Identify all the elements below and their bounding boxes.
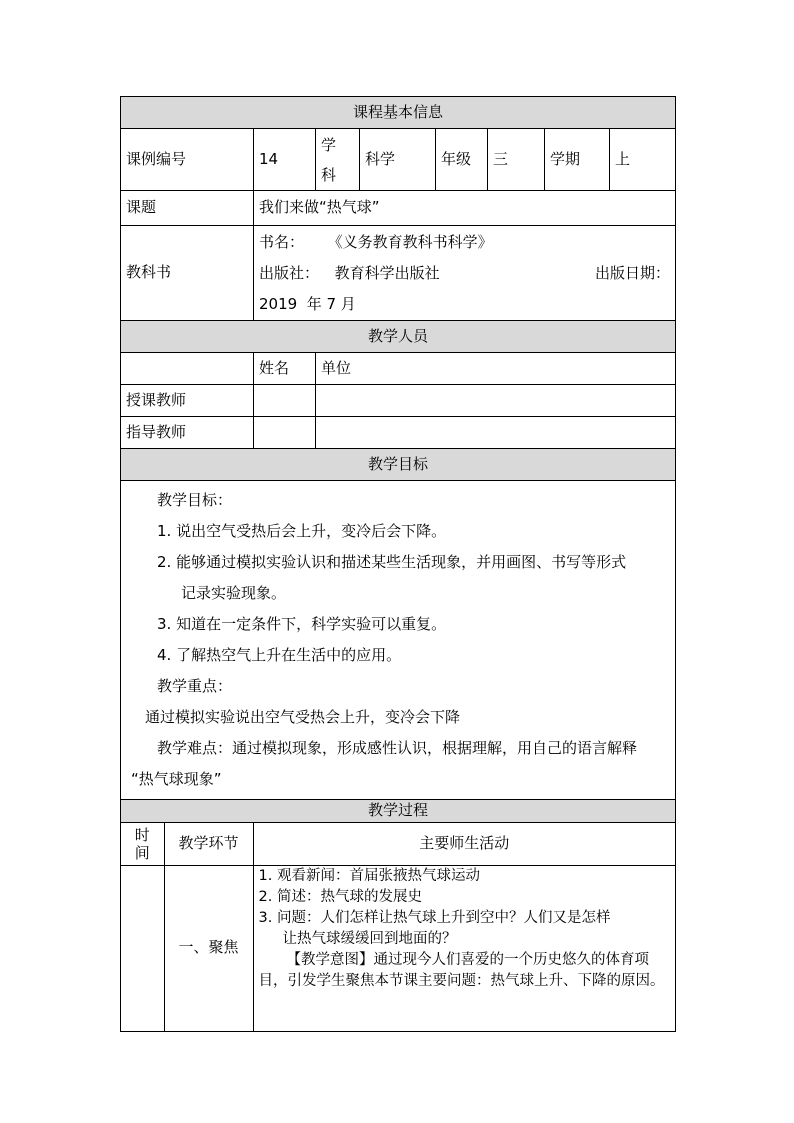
case-no-label: 课例编号 bbox=[121, 129, 254, 191]
activity-col-header: 主要师生活动 bbox=[419, 833, 510, 852]
process-row-table bbox=[121, 866, 675, 1031]
goal-item-2-cont bbox=[157, 578, 667, 609]
goals-content bbox=[121, 481, 676, 800]
lesson-plan-table bbox=[120, 96, 676, 1032]
key-label: 教学重点： bbox=[157, 677, 233, 695]
activity-num-1: 1. bbox=[258, 867, 273, 884]
goal-text-1: 说出空气受热后会上升，变冷后会下降。 bbox=[176, 522, 447, 540]
mentor-label: 指导教师 bbox=[121, 417, 254, 449]
grade-label: 年级 bbox=[436, 129, 488, 191]
activity-item-2 bbox=[259, 887, 671, 908]
staff-unit-col: 单位 bbox=[316, 353, 676, 385]
teacher-unit bbox=[316, 385, 676, 417]
pub-date-value: 2019 年 7 月 bbox=[259, 294, 356, 313]
staff-blank-cell bbox=[121, 353, 254, 385]
stage-col-header: 教学环节 bbox=[164, 823, 253, 865]
case-no-value: 14 bbox=[254, 129, 316, 191]
goal-item-2 bbox=[157, 547, 667, 578]
process-activity-cell bbox=[253, 866, 675, 1031]
goal-item-4 bbox=[157, 640, 667, 671]
activity-text-3-cont: 让热气球缓缓回到地面的？ bbox=[282, 930, 457, 947]
time-col-header bbox=[121, 823, 164, 865]
subject-label-line1: 学 bbox=[321, 135, 337, 154]
goal-num-3: 3. bbox=[157, 615, 172, 633]
process-stage-cell: 一、聚焦 bbox=[164, 866, 253, 1031]
goal-text-3: 知道在一定条件下，科学实验可以重复。 bbox=[176, 615, 447, 633]
process-row-1 bbox=[121, 865, 676, 1031]
goal-text-2: 能够通过模拟实验认识和描述某些生活现象，并用画图、书写等形式 bbox=[176, 553, 627, 571]
process-header-table bbox=[121, 823, 675, 865]
goal-num-4: 4. bbox=[157, 646, 172, 664]
goals-header: 教学目标 bbox=[121, 449, 676, 481]
activity-text-1: 观看新闻：首届张掖热气球运动 bbox=[276, 867, 480, 884]
activity-num-2: 2. bbox=[258, 888, 273, 905]
textbook-label: 教科书 bbox=[121, 226, 254, 321]
goal-num-1: 1. bbox=[157, 522, 172, 540]
key-text: 通过模拟实验说出空气受热会上升，变冷会下降 bbox=[145, 708, 461, 726]
subject-label-line2: 科 bbox=[321, 165, 337, 184]
teacher-label: 授课教师 bbox=[121, 385, 254, 417]
activity-text-3: 问题：人们怎样让热气球上升到空中？人们又是怎样 bbox=[276, 909, 611, 926]
goal-item-1 bbox=[157, 516, 667, 547]
activity-item-3-cont bbox=[259, 929, 671, 950]
book-name-label: 书名： bbox=[259, 232, 305, 251]
activity-text-2: 简述：热气球的发展史 bbox=[276, 888, 422, 905]
goal-item-3 bbox=[157, 609, 667, 640]
book-name-line bbox=[259, 227, 670, 258]
activity-item-3 bbox=[259, 908, 671, 929]
book-name-value: 《义务教育教科书科学》 bbox=[327, 232, 493, 251]
topic-value: 我们来做“热气球” bbox=[254, 191, 676, 226]
goals-block bbox=[121, 481, 675, 799]
publisher-line bbox=[259, 258, 670, 289]
difficulty-text: 教学难点：通过模拟现象，形成感性认识，根据理解，用自己的语言解释 bbox=[157, 739, 638, 757]
difficulty-text-cont: “热气球现象” bbox=[131, 770, 222, 788]
goals-label: 教学目标： bbox=[157, 491, 233, 509]
activity-num-3: 3. bbox=[258, 909, 273, 926]
process-col-headers bbox=[121, 822, 676, 865]
teaching-intent: 【教学意图】通过现今人们喜爱的一个历史悠久的体育项目，引发学生聚焦本节课主要问题：热气球上升、下降的原因。 bbox=[258, 951, 665, 989]
goal-num-2: 2. bbox=[157, 553, 172, 571]
mentor-name bbox=[254, 417, 316, 449]
basic-info-header: 课程基本信息 bbox=[121, 97, 676, 129]
goal-text-4: 了解热空气上升在生活中的应用。 bbox=[176, 646, 402, 664]
term-label: 学期 bbox=[545, 129, 610, 191]
teacher-name bbox=[254, 385, 316, 417]
textbook-details bbox=[254, 226, 676, 321]
goal-text-2-cont: 记录实验现象。 bbox=[181, 584, 287, 602]
process-time-cell bbox=[121, 866, 164, 1031]
publisher-value: 教育科学出版社 bbox=[334, 263, 440, 282]
subject-label bbox=[316, 129, 360, 191]
subject-value: 科学 bbox=[360, 129, 436, 191]
time-col-header-1: 时 bbox=[134, 825, 150, 844]
process-header: 教学过程 bbox=[121, 800, 676, 823]
term-value: 上 bbox=[610, 129, 676, 191]
staff-header: 教学人员 bbox=[121, 321, 676, 353]
grade-value: 三 bbox=[488, 129, 545, 191]
mentor-unit bbox=[316, 417, 676, 449]
publisher-label: 出版社： bbox=[259, 263, 320, 282]
activity-item-1 bbox=[259, 866, 671, 887]
pub-date-label: 出版日期： bbox=[595, 263, 671, 282]
topic-label: 课题 bbox=[121, 191, 254, 226]
staff-name-col: 姓名 bbox=[254, 353, 316, 385]
time-col-header-2: 间 bbox=[134, 843, 150, 862]
